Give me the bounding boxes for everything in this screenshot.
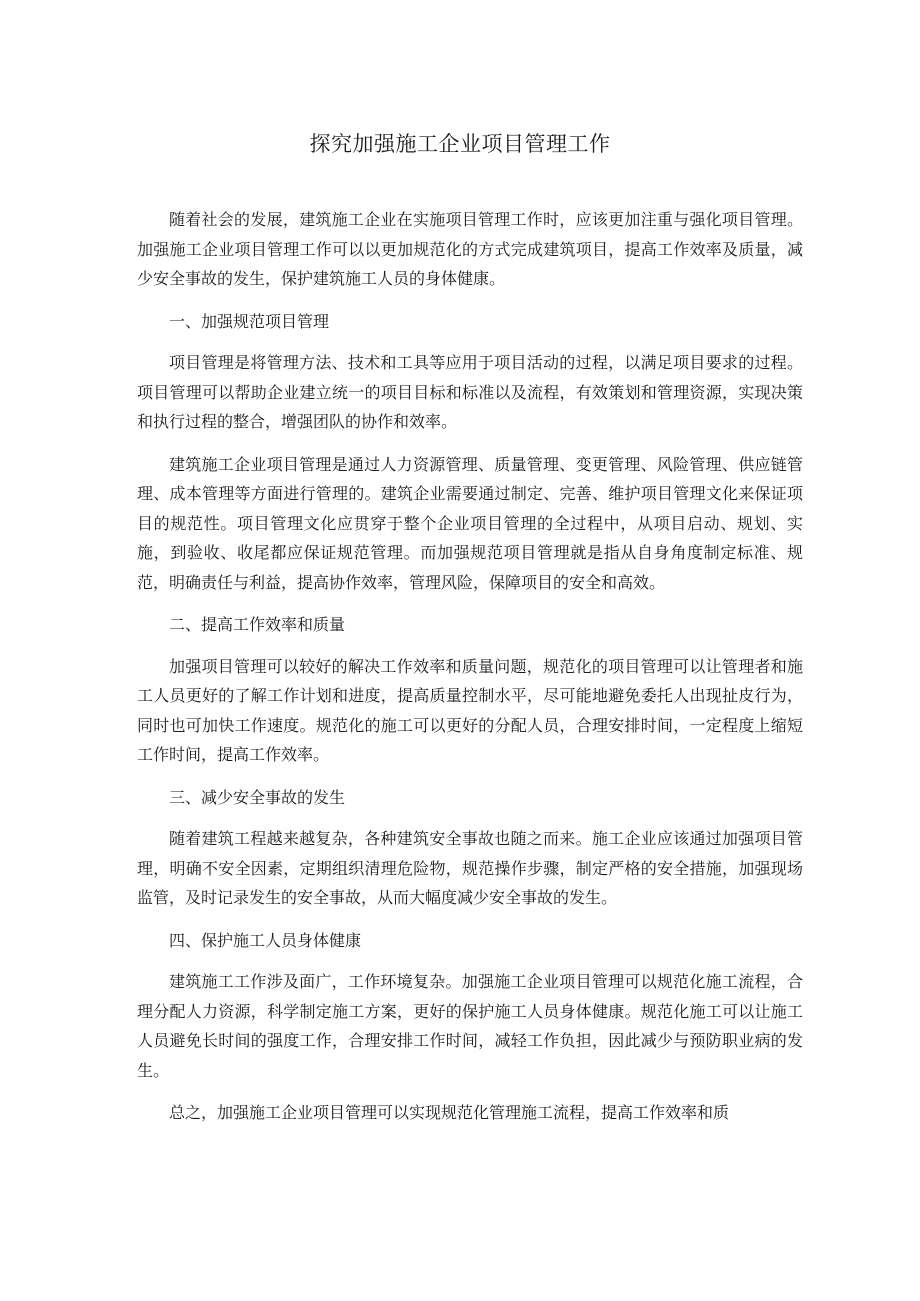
paragraph: 项目管理是将管理方法、技术和工具等应用于项目活动的过程，以满足项目要求的过程。项目管理可以帮助企业建立统一的项目目标和标准以及流程，有效策划和管理资源，实现决策和执行过程的整合，增强团队的协作和效率。 — [137, 353, 803, 431]
document-body — [137, 205, 803, 1141]
paragraph: 建筑施工工作涉及面广，工作环境复杂。加强施工企业项目管理可以规范化施工流程，合理分配人力资源，科学制定施工方案，更好的保护施工人员身体健康。规范化施工可以让施工人员避免长时间的强度工作，合理安排工作时间，减轻工作负担，因此减少与预防职业病的发生。 — [137, 972, 803, 1080]
paragraph: 建筑施工企业项目管理是通过人力资源管理、质量管理、变更管理、风险管理、供应链管理、成本管理等方面进行管理的。建筑企业需要通过制定、完善、维护项目管理文化来保证项目的规范性。项目管理文化应贯穿于整个企业项目管理的全过程中，从项目启动、规划、实施，到验收、收尾都应保证规范管理。而加强规范项目管理就是指从自身角度制定标准、规范，明确责任与利益，提高协作效率，管理风险，保障项目的安全和高效。 — [137, 454, 803, 592]
document-title: 探究加强施工企业项目管理工作 — [309, 132, 611, 156]
section-heading-2: 二、提高工作效率和质量 — [169, 615, 346, 634]
paragraph: 随着建筑工程越来越复杂，各种建筑安全事故也随之而来。施工企业应该通过加强项目管理，明确不安全因素，定期组织清理危险物，规范操作步骤，制定严格的安全措施，加强现场监管，及时记录发生的安全事故，从而大幅度减少安全事故的发生。 — [137, 829, 803, 907]
section-heading-3: 三、减少安全事故的发生 — [169, 787, 346, 807]
paragraph-conclusion: 总之，加强施工企业项目管理可以实现规范化管理施工流程，提高工作效率和质 — [169, 1103, 730, 1122]
section-heading-1: 一、加强规范项目管理 — [169, 311, 330, 331]
paragraph: 加强项目管理可以较好的解决工作效率和质量问题，规范化的项目管理可以让管理者和施工人员更好的了解工作计划和进度，提高质量控制水平，尽可能地避免委托人出现扯皮行为，同时也可加快工作速度。规范化的施工可以更好的分配人员，合理安排时间，一定程度上缩短工作时间，提高工作效率。 — [137, 656, 803, 764]
section-heading-4: 四、保护施工人员身体健康 — [169, 930, 362, 950]
paragraph-intro: 随着社会的发展，建筑施工企业在实施项目管理工作时，应该更加注重与强化项目管理。加强施工企业项目管理工作可以以更加规范化的方式完成建筑项目，提高工作效率及质量，减少安全事故的发生，保护建筑施工人员的身体健康。 — [137, 210, 803, 288]
